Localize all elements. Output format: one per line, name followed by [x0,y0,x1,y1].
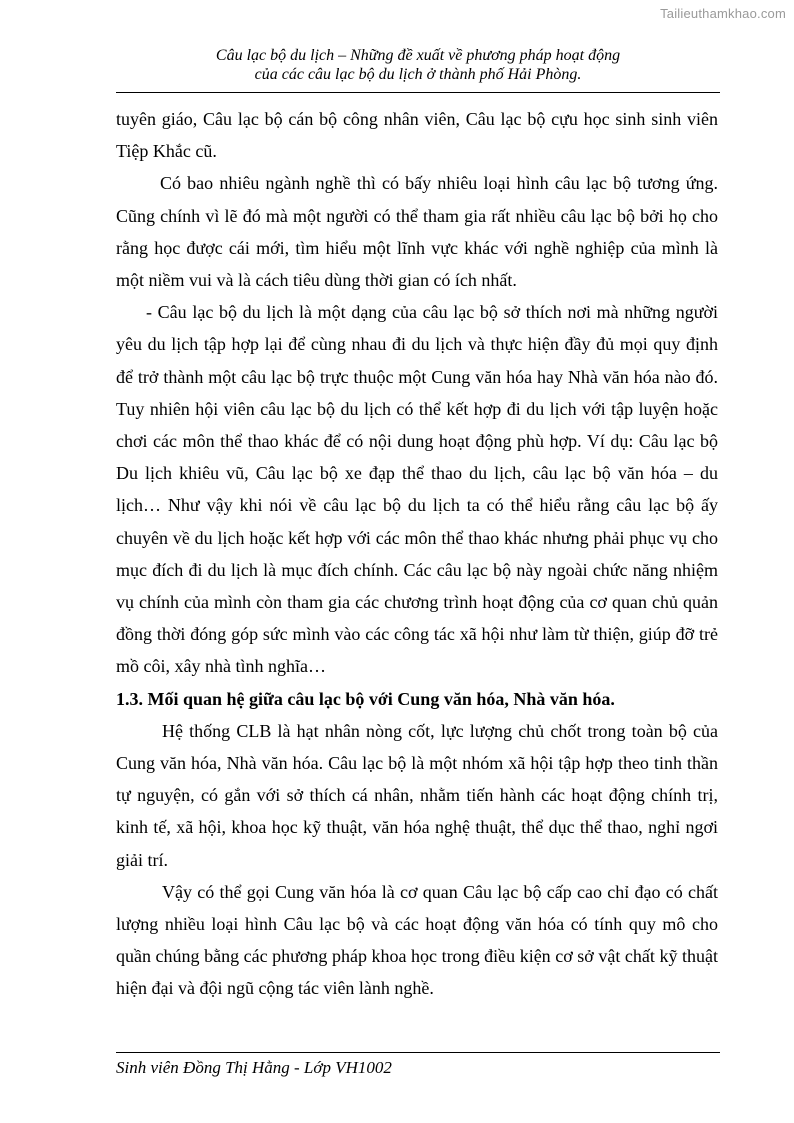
paragraph-travel-club: - Câu lạc bộ du lịch là một dạng của câu lạc bộ sở thích nơi mà những người yêu du lịch tập hợp lại để cùng nhau đi du lịch và thực hiện đầy đủ mọi quy định để trở thành một câu lạc bộ trực thuộc một Cung văn hóa hay Nhà văn hóa nào đó. Tuy nhiên hội viên câu lạc bộ du lịch có thể kết hợp đi du lịch với tập luyện hoặc chơi các môn thể thao khác để có nội dung hoạt động phù hợp. Ví dụ: Câu lạc bộ Du lịch khiêu vũ, Câu lạc bộ xe đạp thể thao du lịch, câu lạc bộ văn hóa – du lịch… Như vậy khi nói về câu lạc bộ du lịch ta có thể hiểu rằng câu lạc bộ ấy chuyên về du lịch hoặc kết hợp với các môn thể thao khác nhưng phải phục vụ cho mục đích đi du lịch là mục đích chính. Các câu lạc bộ này ngoài chức năng nhiệm vụ chính của mình còn tham gia các chương trình hoạt động của cơ quan chủ quản đồng thời đóng góp sức mình vào các công tác xã hội như làm từ thiện, giúp đỡ trẻ mồ côi, xây nhà tình nghĩa… [116,302,718,677]
paragraph-club-types: Có bao nhiêu ngành nghề thì có bấy nhiêu loại hình câu lạc bộ tương ứng. Cũng chính vì lẽ đó mà một người có thể tham gia rất nhiều câu lạc bộ bởi họ cho rằng học được cái mới, tìm hiểu một lĩnh vực khác với nghề nghiệp của mình là một niềm vui và là cách tiêu dùng thời gian có ích nhất. [116,173,718,291]
document-body [116,103,718,1005]
watermark: Tailieuthamkhao.com [660,6,786,21]
header-line-1: Câu lạc bộ du lịch – Những đề xuất về phương pháp hoạt động [215,47,621,64]
header-divider [116,92,720,93]
page-header [116,46,720,84]
header-line-2: của các câu lạc bộ du lịch ở thành phố Hải Phòng. [254,66,582,83]
paragraph-clb-system: Hệ thống CLB là hạt nhân nòng cốt, lực lượng chủ chốt trong toàn bộ của Cung văn hóa, Nhà văn hóa. Câu lạc bộ là một nhóm xã hội tập hợp theo tinh thần tự nguyện, có gắn với sở thích cá nhân, nhằm tiến hành các hoạt động chính trị, kinh tế, xã hội, khoa học kỹ thuật, văn hóa nghệ thuật, thể dục thể thao, nghỉ ngơi giải trí. [116,720,718,870]
paragraph-cultural-palace: Vậy có thể gọi Cung văn hóa là cơ quan Câu lạc bộ cấp cao chỉ đạo có chất lượng nhiều loại hình Câu lạc bộ và các hoạt động văn hóa có tính quy mô cho quần chúng bằng các phương pháp khoa học trong điều kiện cơ sở vật chất kỹ thuật hiện đại và đội ngũ cộng tác viên lành nghề. [116,881,718,999]
section-heading: 1.3. Mối quan hệ giữa câu lạc bộ với Cung văn hóa, Nhà văn hóa. [116,688,615,709]
page-footer: Sinh viên Đồng Thị Hằng - Lớp VH1002 [116,1058,392,1077]
footer-divider [116,1052,720,1053]
paragraph-continuation: tuyên giáo, Câu lạc bộ cán bộ công nhân viên, Câu lạc bộ cựu học sinh sinh viên Tiệp Khắc cũ. [116,109,718,162]
